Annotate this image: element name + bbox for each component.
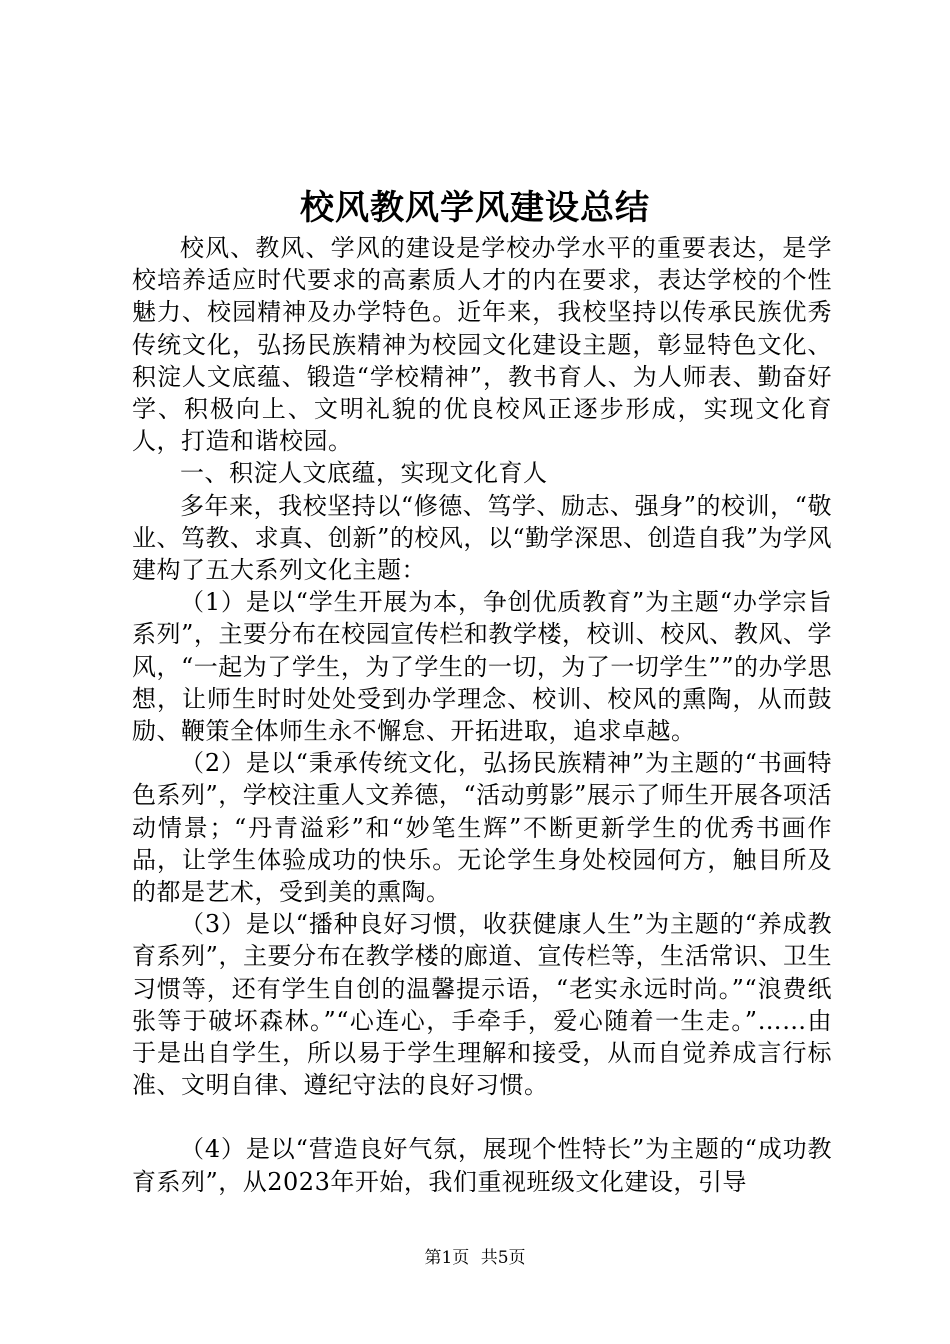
series-3-paragraph: （3）是以“播种良好习惯，收获健康人生”为主题的“养成教育系列”，主要分布在教学楼的廊道、宣传栏等，生活常识、卫生习惯等，还有学生自创的温馨提示语，“老实永远时尚。”“浪费纸张等于破坏森林。”“心连心，手牵手，爱心随着一生走。”……由于是出自学生，所以易于学生理解和接受，从而自觉养成言行标准、文明自律、遵纪守法的良好习惯。 <box>132 910 832 1100</box>
document-body <box>132 232 832 1198</box>
series-1-paragraph: （1）是以“学生开展为本，争创优质教育”为主题“办学宗旨系列”，主要分布在校园宣传栏和教学楼，校训、校风、教风、学风，“一起为了学生，为了学生的一切，为了一切学生””的办学思想，让师生时时处处受到办学理念、校训、校风的熏陶，从而鼓励、鞭策全体师生永不懈怠、开拓进取，追求卓越。 <box>132 588 832 746</box>
series-4-paragraph: （4）是以“营造良好气氛，展现个性特长”为主题的“成功教育系列”，从2023年开始，我们重视班级文化建设，引导 <box>132 1135 832 1196</box>
page-number: 第1页 <box>424 1248 470 1268</box>
page-footer <box>0 1246 950 1270</box>
intro-paragraph: 校风、教风、学风的建设是学校办学水平的重要表达，是学校培养适应时代要求的高素质人才的内在要求，表达学校的个性魅力、校园精神及办学特色。近年来，我校坚持以传承民族优秀传统文化，弘扬民族精神为校园文化建设主题，彰显特色文化、积淀人文底蕴、锻造“学校精神”，教书育人、为人师表、勤奋好学、积极向上、文明礼貌的优良校风正逐步形成，实现文化育人，打造和谐校园。 <box>132 234 832 456</box>
section-heading: 一、积淀人文底蕴，实现文化育人 <box>180 459 548 488</box>
page-total: 共5页 <box>480 1248 526 1268</box>
series-2-paragraph: （2）是以“秉承传统文化，弘扬民族精神”为主题的“书画特色系列”，学校注重人文养德，“活动剪影”展示了师生开展各项活动情景；“丹青溢彩”和“妙笔生辉”不断更新学生的优秀书画作品，让学生体验成功的快乐。无论学生身处校园何方，触目所及的都是艺术，受到美的熏陶。 <box>132 749 832 907</box>
document-title: 校风教风学风建设总结 <box>300 188 650 228</box>
motto-paragraph: 多年来，我校坚持以“修德、笃学、励志、强身”的校训，“敬业、笃教、求真、创新”的校风，以“勤学深思、创造自我”为学风建构了五大系列文化主题： <box>132 491 832 585</box>
